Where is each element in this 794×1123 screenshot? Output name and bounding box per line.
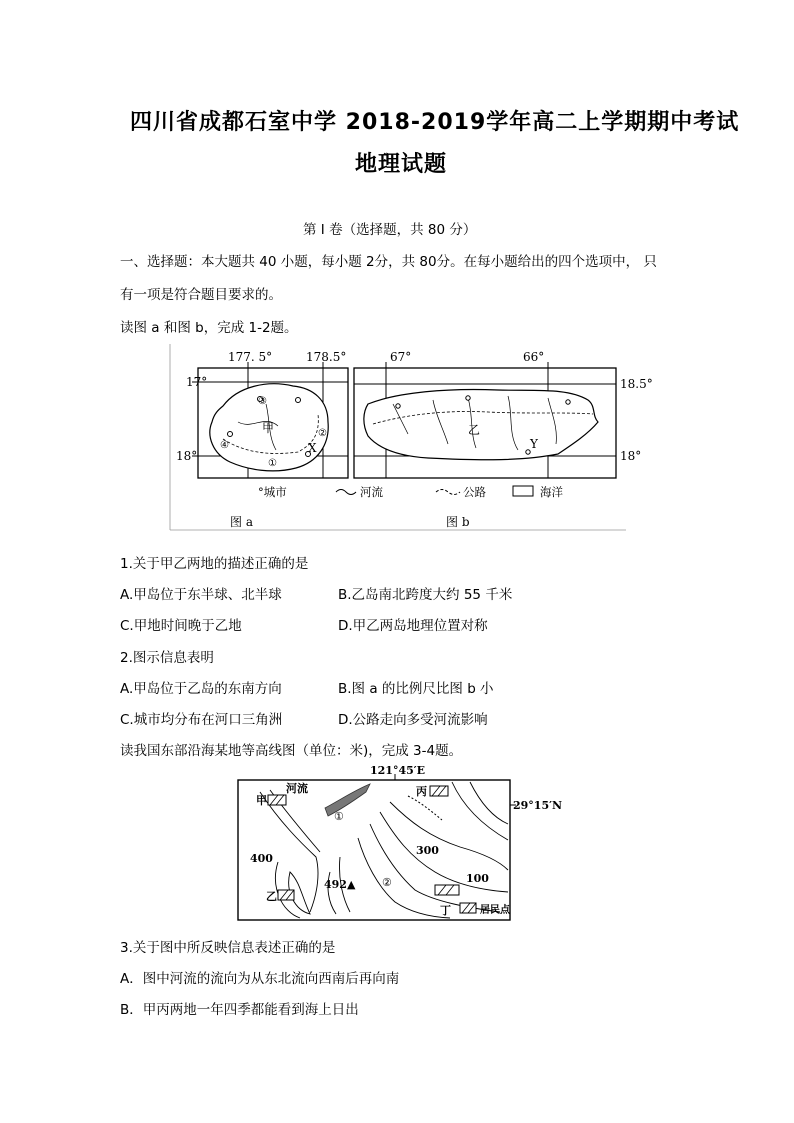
contour-jia: 甲	[256, 794, 267, 807]
q1-option-b: B.乙岛南北跨度大约 55 千米	[338, 587, 513, 603]
legend-road: 公路	[463, 485, 486, 499]
q2-option-d: D.公路走向多受河流影响	[338, 712, 488, 728]
a-lat-bottom: 18°	[176, 449, 198, 463]
contour-ding: 丁	[440, 904, 451, 917]
read-contour: 读我国东部沿海某地等高线图（单位：米)，完成 3-4题。	[120, 743, 463, 759]
legend-river: 河流	[360, 485, 383, 499]
contour-bing: 丙	[416, 785, 427, 798]
page-title: 四川省成都石室中学 2018-2019学年高二上学期期中考试	[130, 110, 740, 135]
figure-ab	[168, 344, 653, 534]
q2-stem: 2.图示信息表明	[120, 650, 214, 666]
b-lon-left: 67°	[390, 350, 412, 364]
contour-lon: 121°45′E	[370, 764, 426, 777]
b-lon-right: 66°	[523, 350, 545, 364]
a-lat-top: 17°	[186, 375, 208, 389]
b-lat-bottom: 18°	[620, 449, 642, 463]
section-heading: 第 I 卷（选择题，共 80 分）	[303, 222, 477, 238]
q2-option-c: C.城市均分布在河口三角洲	[120, 712, 283, 728]
q3-stem: 3.关于图中所反映信息表述正确的是	[120, 940, 336, 956]
instruction-line-1: 一、选择题：本大题共 40 小题，每小题 2分，共 80分。在每小题给出的四个选项中， 只	[120, 254, 657, 270]
read-figure-ab: 读图 a 和图 b，完成 1-2题。	[120, 320, 298, 336]
a-lon-left: 177. 5°	[228, 350, 273, 364]
q3-option-a: A．图中河流的流向为从东北流向西南后再向南	[120, 971, 400, 987]
contour-100: 100	[466, 872, 489, 885]
contour-legend: 居民点	[480, 905, 510, 916]
contour-peak: 492▲	[324, 878, 356, 891]
contour-m2: ②	[382, 876, 392, 889]
mark-1: ①	[268, 458, 277, 469]
q2-option-a: A.甲岛位于乙岛的东南方向	[120, 681, 282, 697]
contour-300: 300	[416, 844, 439, 857]
q1-option-d: D.甲乙两岛地理位置对称	[338, 618, 488, 634]
b-lat-top: 18.5°	[620, 377, 653, 391]
legend-city: °城市	[258, 485, 287, 499]
q1-option-c: C.甲地时间晚于乙地	[120, 618, 242, 634]
contour-river: 河流	[286, 782, 308, 795]
figure-contour	[230, 762, 565, 930]
contour-lat: 29°15′N	[513, 799, 563, 812]
q3-option-b: B．甲丙两地一年四季都能看到海上日出	[120, 1002, 359, 1018]
q1-option-a: A.甲岛位于东半球、北半球	[120, 587, 282, 603]
q1-stem: 1.关于甲乙两地的描述正确的是	[120, 556, 309, 572]
label-y: Y	[530, 437, 538, 451]
label-x: X	[308, 441, 317, 455]
label-yi: 乙	[468, 423, 481, 437]
legend-ocean: 海洋	[540, 485, 563, 499]
island-b	[364, 390, 598, 460]
caption-a: 图 a	[230, 515, 253, 529]
q2-option-b: B.图 a 的比例尺比图 b 小	[338, 681, 494, 697]
page-subtitle: 地理试题	[355, 152, 448, 177]
contour-m1: ①	[334, 810, 344, 823]
contour-400: 400	[250, 852, 273, 865]
a-lon-right: 178.5°	[306, 350, 347, 364]
label-jia: 甲	[262, 421, 275, 435]
mark-2: ②	[318, 428, 327, 439]
contour-yi: 乙	[266, 890, 277, 903]
mark-3: ③	[258, 396, 267, 407]
mark-4: ④	[220, 440, 229, 451]
caption-b: 图 b	[446, 515, 470, 529]
instruction-line-2: 有一项是符合题目要求的。	[120, 287, 282, 303]
